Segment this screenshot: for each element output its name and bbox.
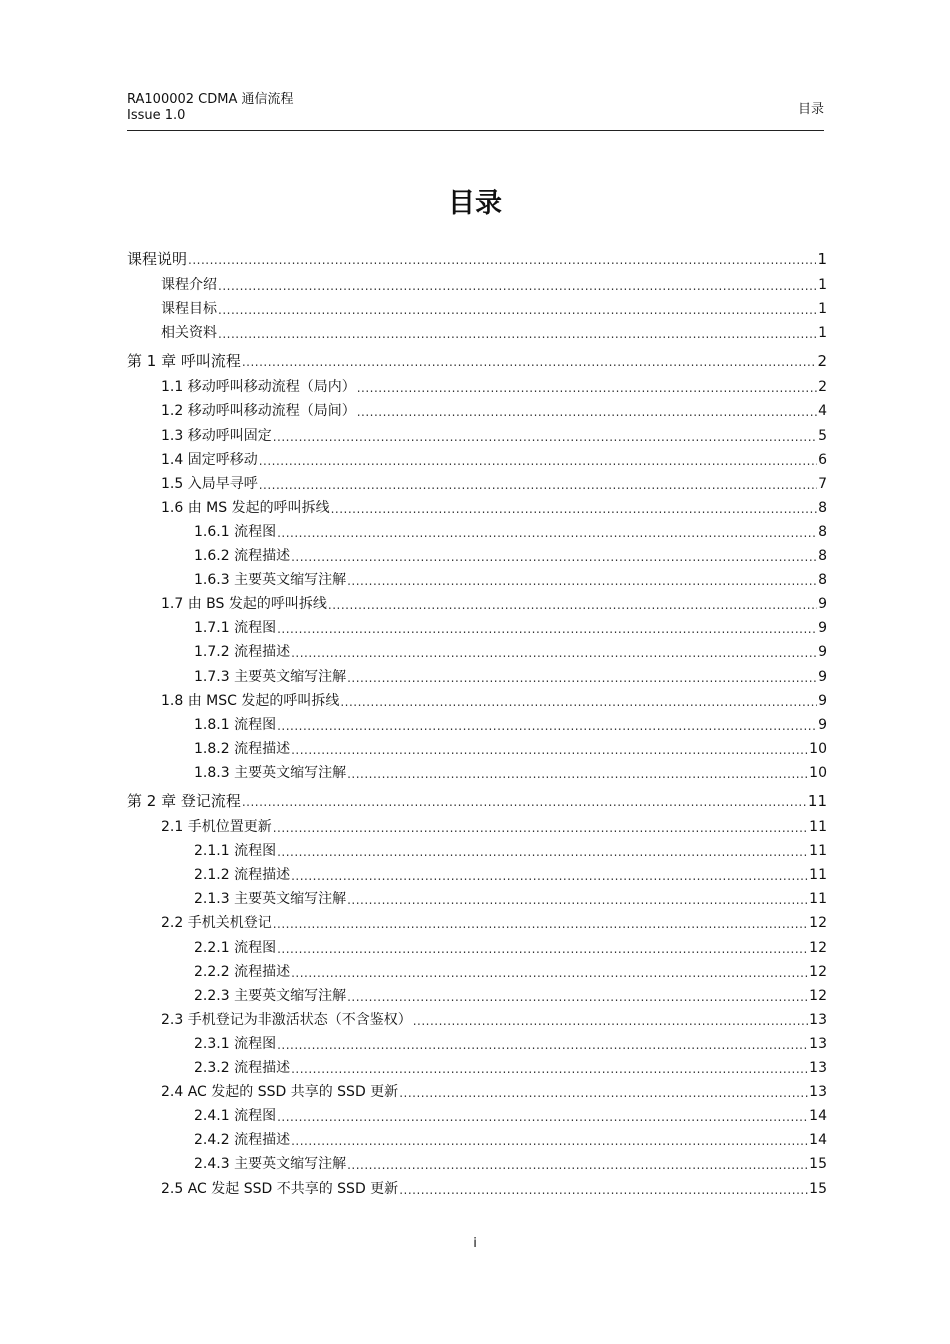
toc-entry-page: 11 [807,792,827,810]
toc-entry[interactable] [194,838,827,860]
toc-entry-label: 1.1 移动呼叫移动流程（局内） [161,379,356,396]
toc-entry-label: 课程说明 [127,250,188,268]
document-id: RA100002 CDMA 通信流程 [127,92,294,107]
toc-entry[interactable] [194,664,827,686]
toc-leader-dots [291,965,808,981]
toc-leader-dots [259,453,817,469]
toc-leader-dots [328,597,817,613]
toc-entry-page: 8 [818,523,827,540]
toc-entry-page: 9 [818,620,827,637]
toc-entry-page: 15 [809,1156,827,1173]
toc-entry-label: 1.8.3 主要英文缩写注解 [194,764,347,781]
toc-entry[interactable] [194,1151,827,1173]
toc-entry[interactable] [127,788,827,810]
toc-entry[interactable] [161,910,827,932]
toc-leader-dots [188,252,816,268]
toc-leader-dots [357,404,817,420]
toc-entry[interactable] [194,959,827,981]
toc-entry-page: 12 [809,963,827,980]
toc-entry-label: 2.3 手机登记为非激活状态（不含鉴权） [161,1011,412,1028]
toc-leader-dots [242,794,807,810]
toc-entry[interactable] [194,567,827,589]
toc-entry[interactable] [161,1176,827,1198]
toc-entry-page: 12 [809,987,827,1004]
toc-entry-page: 14 [809,1108,827,1125]
toc-entry-label: 课程目标 [161,301,217,318]
toc-entry-page: 8 [818,499,827,516]
toc-entry[interactable] [161,471,827,493]
toc-entry-page: 13 [809,1060,827,1076]
toc-entry-page: 11 [809,819,827,835]
toc-entry[interactable] [161,398,827,420]
toc-entry-label: 1.8 由 MSC 发起的呼叫拆线 [161,692,340,709]
toc-entry-page: 9 [818,644,827,661]
toc-entry[interactable] [194,935,827,957]
toc-entry-page: 10 [809,740,827,757]
toc-entry-label: 2.4.3 主要英文缩写注解 [194,1156,347,1173]
toc-entry-label: 2.4.1 流程图 [194,1108,277,1125]
toc-leader-dots [347,1157,808,1173]
page-title: 目录 [448,188,502,219]
toc-entry[interactable] [161,1079,827,1101]
toc-entry-label: 1.6.1 流程图 [194,523,277,540]
toc-entry-label: 2.2 手机关机登记 [161,915,272,932]
toc-leader-dots [347,892,808,908]
toc-leader-dots [291,549,817,565]
toc-entry[interactable] [194,862,827,884]
toc-entry[interactable] [194,1127,827,1149]
toc-entry[interactable] [194,736,827,758]
toc-entry-label: 1.3 移动呼叫固定 [161,427,272,444]
toc-entry-page: 9 [818,716,827,733]
header-section-name: 目录 [797,102,824,117]
toc-entry-page: 14 [809,1132,827,1149]
toc-entry-label: 1.7.2 流程描述 [194,644,291,661]
toc-leader-dots [242,354,817,370]
toc-leader-dots [291,742,808,758]
toc-entry-page: 4 [818,403,827,420]
toc-leader-dots [273,820,808,836]
toc-leader-dots [277,525,817,541]
toc-entry-label: 1.7.1 流程图 [194,620,277,637]
toc-entry[interactable] [194,1103,827,1125]
toc-leader-dots [277,1037,808,1053]
toc-entry[interactable] [161,814,827,836]
toc-entry-page: 11 [809,891,827,908]
toc-leader-dots [399,1085,808,1101]
toc-entry-label: 1.5 入局早寻呼 [161,475,258,492]
toc-entry-label: 第 2 章 登记流程 [127,792,241,810]
toc-entry-label: 2.1.1 流程图 [194,843,277,860]
toc-entry-label: 1.2 移动呼叫移动流程（局间） [161,403,356,420]
toc-entry-label: 2.4.2 流程描述 [194,1132,291,1149]
toc-entry-page: 8 [818,572,827,589]
toc-entry-page: 13 [809,1035,827,1052]
toc-entry-label: 1.6 由 MS 发起的呼叫拆线 [161,499,330,516]
toc-entry-page: 13 [809,1011,827,1028]
toc-entry-page: 9 [818,692,827,709]
toc-leader-dots [291,645,817,661]
toc-entry[interactable] [161,495,827,517]
toc-entry[interactable] [194,983,827,1005]
toc-entry-page: 7 [818,475,827,492]
toc-entry[interactable] [194,712,827,734]
toc-leader-dots [357,380,817,396]
toc-entry-page: 15 [809,1180,827,1197]
toc-entry-label: 2.2.3 主要英文缩写注解 [194,987,347,1004]
toc-entry[interactable] [194,615,827,637]
toc-entry[interactable] [194,886,827,908]
toc-leader-dots [291,1061,808,1077]
toc-leader-dots [277,621,817,637]
toc-leader-dots [273,429,817,445]
toc-entry[interactable] [161,591,827,613]
toc-entry-page: 11 [809,867,827,884]
toc-entry-label: 2.1.2 流程描述 [194,867,291,884]
toc-entry-label: 1.6.2 流程描述 [194,548,291,564]
toc-leader-dots [347,989,808,1005]
toc-entry-page: 12 [809,915,827,932]
toc-entry-label: 相关资料 [161,325,217,342]
toc-leader-dots [291,1133,808,1149]
toc-entry[interactable] [127,348,827,370]
toc-entry-label: 2.2.2 流程描述 [194,963,291,980]
toc-entry-page: 9 [818,668,827,685]
toc-leader-dots [347,766,808,782]
toc-entry[interactable] [194,1055,827,1077]
toc-entry[interactable] [161,447,827,469]
toc-entry[interactable] [161,296,827,318]
toc-entry[interactable] [161,688,827,710]
issue-number: Issue 1.0 [127,108,186,123]
toc-entry[interactable] [161,320,827,342]
toc-leader-dots [291,868,808,884]
toc-entry[interactable] [161,374,827,396]
toc-entry-label: 1.4 固定呼移动 [161,451,258,468]
toc-entry[interactable] [127,246,827,268]
toc-entry-label: 2.2.1 流程图 [194,939,277,956]
toc-leader-dots [273,916,808,932]
toc-entry-label: 2.3.1 流程图 [194,1035,277,1052]
toc-leader-dots [277,941,808,957]
page-header [127,90,824,131]
toc-entry-label: 1.8.2 流程描述 [194,740,291,757]
toc-leader-dots [259,477,817,493]
toc-leader-dots [218,326,817,342]
toc-entry-page: 9 [818,596,827,613]
toc-entry-label: 2.1 手机位置更新 [161,819,272,835]
toc-leader-dots [399,1182,808,1198]
toc-entry-label: 1.8.1 流程图 [194,716,277,733]
toc-entry[interactable] [161,423,827,445]
toc-entry-label: 1.7 由 BS 发起的呼叫拆线 [161,596,327,613]
toc-entry-page: 10 [809,764,827,781]
toc-entry-page: 5 [818,427,827,444]
toc-leader-dots [277,718,817,734]
toc-leader-dots [331,501,817,517]
toc-entry-page: 11 [809,843,827,860]
toc-leader-dots [347,670,817,686]
toc-entry-page: 8 [818,548,827,564]
toc-entry[interactable] [194,543,827,565]
toc-entry-page: 1 [818,325,827,342]
toc-entry[interactable] [161,272,827,294]
toc-entry[interactable] [194,1031,827,1053]
toc-entry-label: 2.1.3 主要英文缩写注解 [194,891,347,908]
toc-entry-page: 1 [818,301,827,318]
toc-leader-dots [218,278,817,294]
toc-entry-label: 2.3.2 流程描述 [194,1060,291,1076]
toc-entry-label: 第 1 章 呼叫流程 [127,352,241,371]
toc-leader-dots [340,694,817,710]
toc-leader-dots [277,844,808,860]
toc-entry-label: 2.4 AC 发起的 SSD 共享的 SSD 更新 [161,1084,399,1101]
toc-entry-label: 2.5 AC 发起 SSD 不共享的 SSD 更新 [161,1180,399,1197]
toc-entry[interactable] [194,639,827,661]
toc-entry-page: 1 [817,250,827,268]
toc-leader-dots [347,573,817,589]
toc-entry-page: 2 [817,352,827,371]
page-number: i [473,1236,477,1251]
toc-entry-page: 13 [809,1084,827,1101]
toc-entry-page: 1 [818,277,827,293]
toc-entry[interactable] [194,760,827,782]
toc-leader-dots [218,302,817,318]
toc-entry-page: 12 [809,939,827,956]
toc-leader-dots [277,1109,808,1125]
toc-entry[interactable] [161,1007,827,1029]
toc-entry-page: 6 [818,451,827,468]
toc-entry[interactable] [194,519,827,541]
toc-entry-label: 1.6.3 主要英文缩写注解 [194,572,347,589]
toc-entry-label: 1.7.3 主要英文缩写注解 [194,668,347,685]
toc-entry-label: 课程介绍 [161,277,217,293]
toc-leader-dots [413,1013,808,1029]
toc-entry-page: 2 [818,379,827,396]
